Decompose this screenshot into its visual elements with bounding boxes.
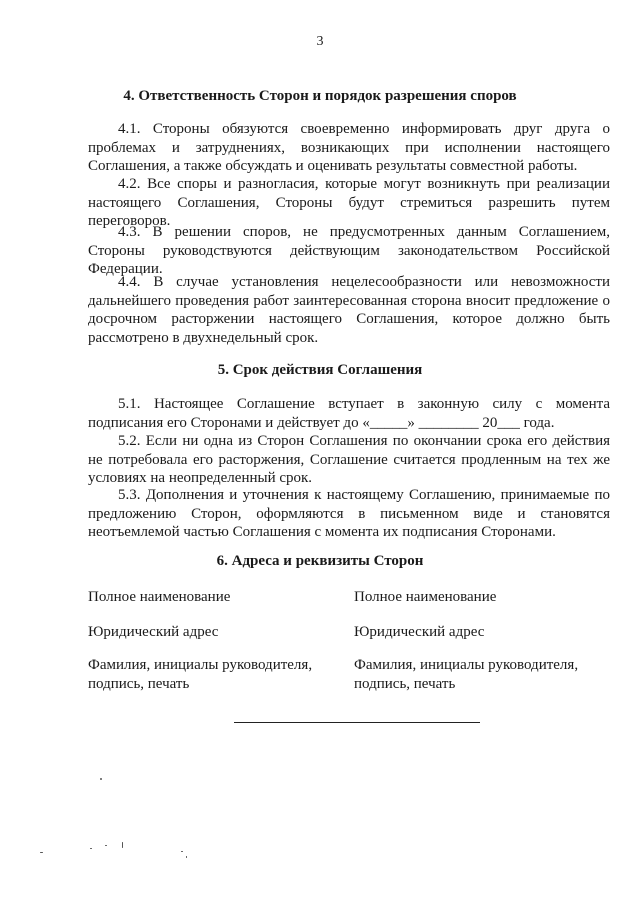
clause-5-3: 5.3. Дополнения и уточнения к настоящему Соглашению, принимаемые по предложению Сторон, оформляются в письменном виде и становятся неотъемлемой частью Соглашения с момента их подписания Сторонами. bbox=[88, 487, 610, 540]
left-party-signature-label: Фамилия, инициалы руководителя, подпись, печать bbox=[88, 657, 313, 692]
page-number: 3 bbox=[316, 34, 324, 49]
clause-4-1: 4.1. Стороны обязуются своевременно информировать друг друга о проблемах и затруднениях, возникающих при исполнении настоящего Соглашения, а также обсуждать и оценивать результаты совместной работы. bbox=[88, 121, 610, 174]
left-party-address-label: Юридический адрес bbox=[88, 624, 219, 640]
scan-speck bbox=[105, 845, 107, 846]
scan-speck bbox=[90, 848, 92, 849]
section-5-title: 5. Срок действия Соглашения bbox=[217, 362, 423, 378]
clause-4-3: 4.3. В решении споров, не предусмотренных данным Соглашением, Стороны руководствуются действующим законодательством Российской Федерации. bbox=[88, 224, 610, 277]
section-6-title: 6. Адреса и реквизиты Сторон bbox=[216, 553, 424, 569]
scan-speck bbox=[181, 851, 183, 852]
section-4-title: 4. Ответственность Сторон и порядок разрешения споров bbox=[123, 88, 517, 104]
clause-4-2: 4.2. Все споры и разногласия, которые могут возникнуть при реализации настоящего Соглашения, Стороны будут стремиться разрешить путем переговоров. bbox=[88, 176, 610, 229]
scan-speck bbox=[122, 842, 123, 848]
scan-speck bbox=[100, 778, 102, 780]
right-party-name-label: Полное наименование bbox=[354, 589, 497, 605]
scan-speck bbox=[40, 852, 43, 853]
clause-4-4: 4.4. В случае установления нецелесообразности или невозможности дальнейшего проведения работ заинтересованная сторона вносит предложение о досрочном расторжении настоящего Соглашения, которое должно быть рассмотрено в двухнедельный срок. bbox=[88, 274, 610, 346]
right-party-signature-label: Фамилия, инициалы руководителя, подпись, печать bbox=[354, 657, 579, 692]
clause-5-2: 5.2. Если ни одна из Сторон Соглашения по окончании срока его действия не потребовала его расторжения, Соглашение считается продленным на тех же условиях на неопределенный срок. bbox=[88, 433, 610, 486]
closing-rule bbox=[234, 722, 480, 723]
scan-speck bbox=[186, 856, 187, 858]
left-party-name-label: Полное наименование bbox=[88, 589, 231, 605]
right-party-address-label: Юридический адрес bbox=[354, 624, 485, 640]
clause-5-1: 5.1. Настоящее Соглашение вступает в законную силу с момента подписания его Сторонами и действует до «_____» ________ 20___ года. bbox=[88, 396, 610, 431]
